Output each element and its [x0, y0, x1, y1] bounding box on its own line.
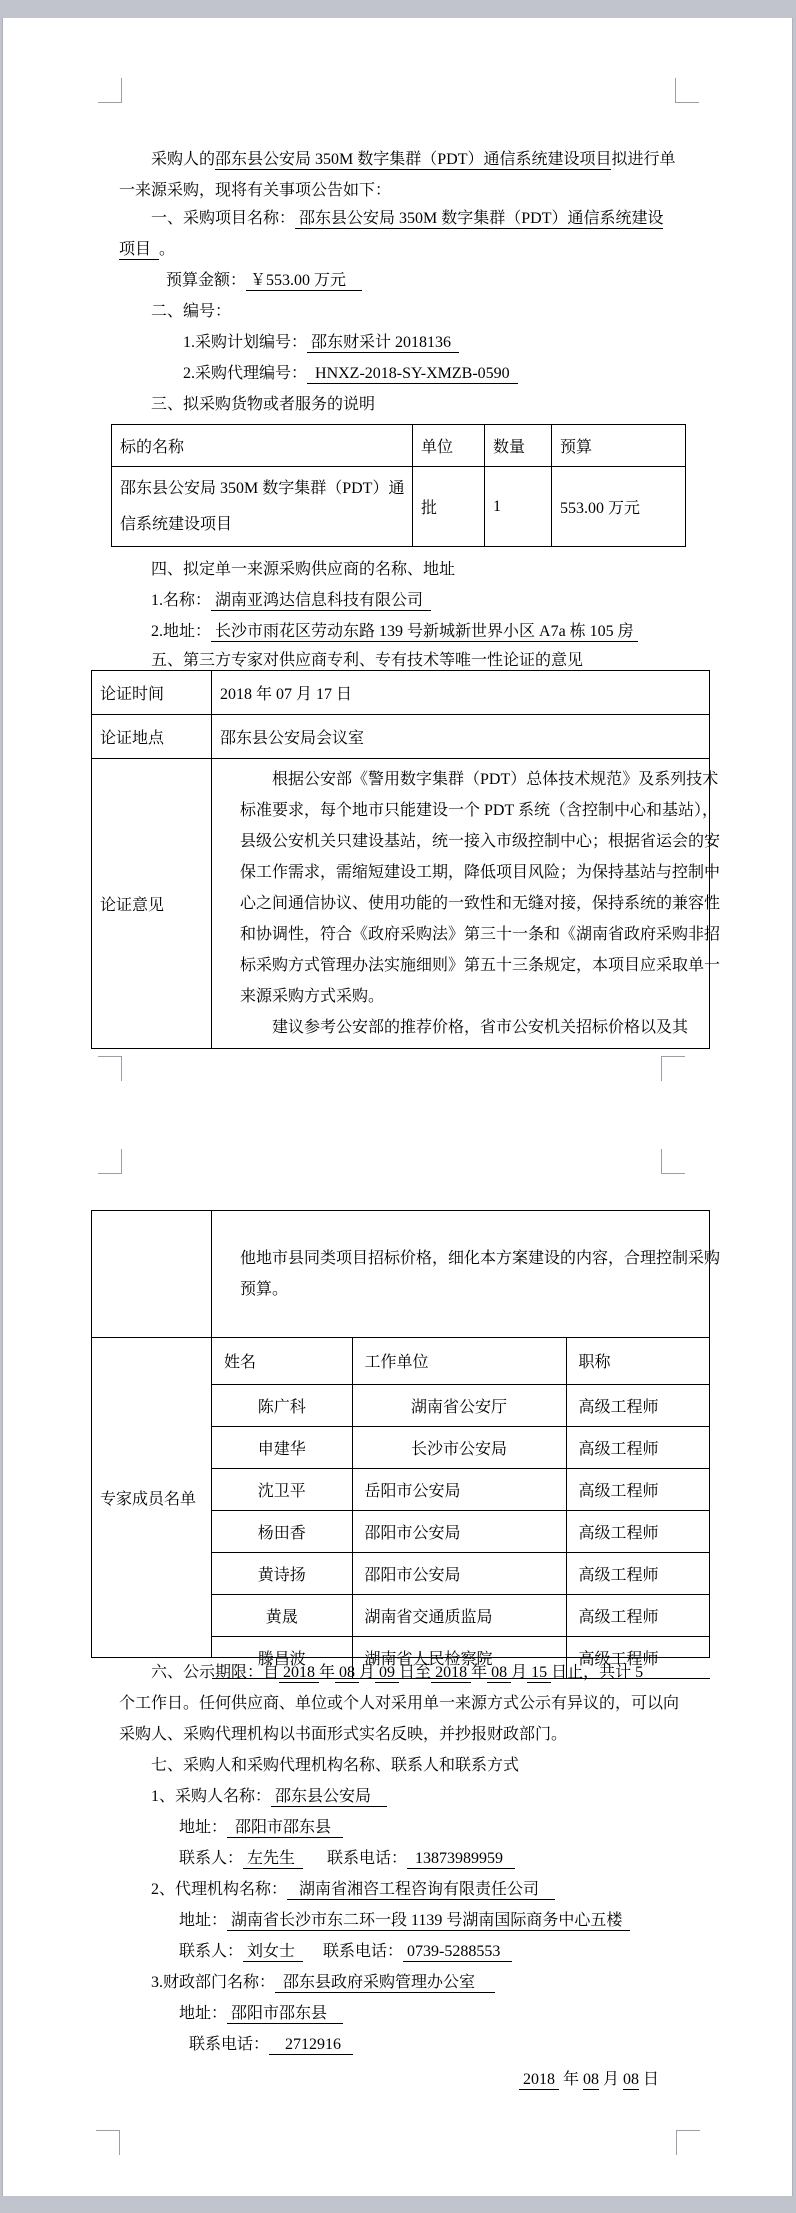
opinion-continuation-row [92, 1211, 710, 1338]
goods-header-unit: 单位 [413, 425, 485, 467]
expert-row: 陈广科 湖南省公安厅 高级工程师 [212, 1384, 710, 1426]
goods-table-header-row [112, 425, 686, 467]
expert-row: 黄诗扬 邵阳市公安局 高级工程师 [212, 1552, 710, 1594]
intro-line-2: 一来源采购，现将有关事项公告如下： [119, 182, 392, 199]
goods-header-qty: 数量 [485, 425, 552, 467]
expert-row: 杨田香 邵阳市公安局 高级工程师 [212, 1510, 710, 1552]
demonstration-table-continued [91, 1210, 721, 1668]
section-6-line-1: 六、公示期限：自 2018 年 08 月 09 日至 2018 年 08 月 15 日止，共计 5 [151, 1664, 644, 1681]
document-page [2, 18, 793, 2196]
section-4-heading: 四、拟定单一来源采购供应商的名称、地址 [151, 561, 456, 578]
experts-header-org: 工作单位 [352, 1338, 566, 1384]
buyer-address-line: 地址： 邵阳市邵东县 [179, 1819, 344, 1836]
agency-contact-line: 联系人： 刘女士 联系电话： 0739-5288553 [179, 1943, 513, 1960]
crop-mark-page1-bottom-left-icon [98, 1056, 122, 1081]
experts-header-name: 姓名 [212, 1338, 352, 1384]
crop-mark-page2-bottom-left-icon [96, 2130, 120, 2155]
budget-line: 预算金额： ￥553.00 万元 [166, 272, 363, 289]
section-6-line-2: 个工作日。任何供应商、单位或个人对采用单一来源方式公示有异议的，可以向 [119, 1695, 680, 1712]
experts-header-title: 职称 [566, 1338, 710, 1384]
section-1-line-1: 一、采购项目名称： 邵东县公安局 350M 数字集群（PDT）通信系统建设 [151, 210, 664, 227]
sections-6-7-block [119, 1657, 699, 2060]
buyer-name-line: 1、采购人名称： 邵东县公安局 [151, 1788, 388, 1805]
buyer-contact-line: 联系人： 左先生 联系电话： 13873989959 [179, 1850, 516, 1867]
intro-paragraph [119, 144, 695, 206]
supplier-name-line: 1.名称： 湖南亚鸿达信息科技有限公司 [151, 592, 432, 609]
supplier-address-line: 2.地址： 长沙市雨花区劳动东路 139 号新城新世界小区 A7a 栋 105 房 [151, 623, 638, 640]
crop-mark-page2-top-left-icon [98, 1149, 122, 1174]
agent-number-line: 2.采购代理编号： HNXZ-2018-SY-XMZB-0590 [183, 365, 518, 382]
section-7-heading: 七、采购人和采购代理机构名称、联系人和联系方式 [151, 1757, 520, 1774]
crop-mark-top-left-icon [98, 78, 122, 103]
demo-place-label: 论证地点 [92, 715, 212, 759]
intro-line-1: 采购人的邵东县公安局 350M 数字集群（PDT）通信系统建设项目拟进行单 [151, 151, 676, 168]
section-2-heading: 二、编号： [151, 303, 232, 320]
demo-opinion-row [92, 759, 710, 1049]
goods-table-data-row [112, 467, 686, 547]
announcement-date: 2018 年 08 月 08 日 [518, 2071, 659, 2088]
goods-cell-name: 邵东县公安局 350M 数字集群（PDT）通 信系统建设项目 [112, 467, 413, 547]
section-1-project-name [119, 203, 695, 265]
goods-cell-budget: 553.00 万元 [552, 467, 686, 547]
expert-row: 申建华 长沙市公安局 高级工程师 [212, 1426, 710, 1468]
agency-address-line: 地址： 湖南省长沙市东二环一段 1139 号湖南国际商务中心五楼 [179, 1912, 631, 1929]
goods-cell-unit: 批 [413, 467, 485, 547]
crop-mark-page1-bottom-right-icon [661, 1056, 685, 1081]
opinion-continuation-text: 他地市县同类项目招标价格，细化本方案建设的内容，合理控制采购 预算。 [212, 1211, 710, 1338]
crop-mark-page2-top-right-icon [661, 1149, 685, 1174]
experts-table-cell [212, 1338, 710, 1668]
experts-header-row [212, 1338, 710, 1384]
section-6-line-3: 采购人、采购代理机构以书面形式实名反映，并抄报财政部门。 [119, 1726, 568, 1743]
section-1-line-2: 项目 。 [119, 241, 176, 258]
expert-row: 滕昌波 湖南省人民检察院 高级工程师 [212, 1636, 710, 1678]
plan-number-line: 1.采购计划编号： 邵东财采计 2018136 [183, 334, 460, 351]
fiscal-address-line: 地址： 邵阳市邵东县 [179, 2005, 344, 2022]
goods-header-name: 标的名称 [112, 425, 413, 467]
agency-name-line: 2、代理机构名称： 湖南省湘咨工程咨询有限责任公司 [151, 1881, 556, 1898]
goods-header-budget: 预算 [552, 425, 686, 467]
crop-mark-top-right-icon [675, 78, 699, 103]
opinion-continuation-label-empty [92, 1211, 212, 1338]
experts-table-clip [212, 1338, 709, 1668]
demonstration-table [91, 670, 721, 1049]
demo-place-row [92, 715, 710, 759]
expert-row: 沈卫平 岳阳市公安局 高级工程师 [212, 1468, 710, 1510]
goods-cell-qty: 1 [485, 467, 552, 547]
section-5-heading: 五、第三方专家对供应商专利、专有技术等唯一性论证的意见 [151, 652, 584, 669]
experts-row [92, 1338, 710, 1658]
section-3-heading: 三、拟采购货物或者服务的说明 [151, 396, 376, 413]
demo-time-value: 2018 年 07 月 17 日 [212, 671, 710, 715]
expert-row: 黄晟 湖南省交通质监局 高级工程师 [212, 1594, 710, 1636]
demo-time-row [92, 671, 710, 715]
demo-time-label: 论证时间 [92, 671, 212, 715]
fiscal-name-line: 3.财政部门名称： 邵东县政府采购管理办公室 [151, 1974, 496, 1991]
crop-mark-page2-bottom-right-icon [676, 2130, 700, 2155]
goods-table [111, 424, 686, 547]
demo-place-value: 邵东县公安局会议室 [212, 715, 710, 759]
fiscal-phone-line: 联系电话： 2712916 [189, 2036, 354, 2053]
demo-opinion-label: 论证意见 [92, 759, 212, 1049]
experts-table [212, 1338, 710, 1679]
demo-opinion-text: 根据公安部《警用数字集群（PDT）总体技术规范》及系列技术 标准要求，每个地市只能建设一个 PDT 系统（含控制中心和基站）， 县级公安机关只建设基站，统一接入市级控制中心；根据省运会的安 保工作需求，需缩短建设工期，降低项目风险；为保持基站与控制中 心之间通信协议、使用功能的一致性和无缝对接，保持系统的兼容性 和协调性，符合《政府采购法》第三十一条和《湖南省政府采购非招 标采购方式管理办法实施细则》第五十三条规定，本项目应采取单一 来源采购方式采购。 建议参考公安部的推荐价格，省市公安机关招标价格以及其 [212, 759, 710, 1049]
experts-label: 专家成员名单 [92, 1338, 212, 1658]
